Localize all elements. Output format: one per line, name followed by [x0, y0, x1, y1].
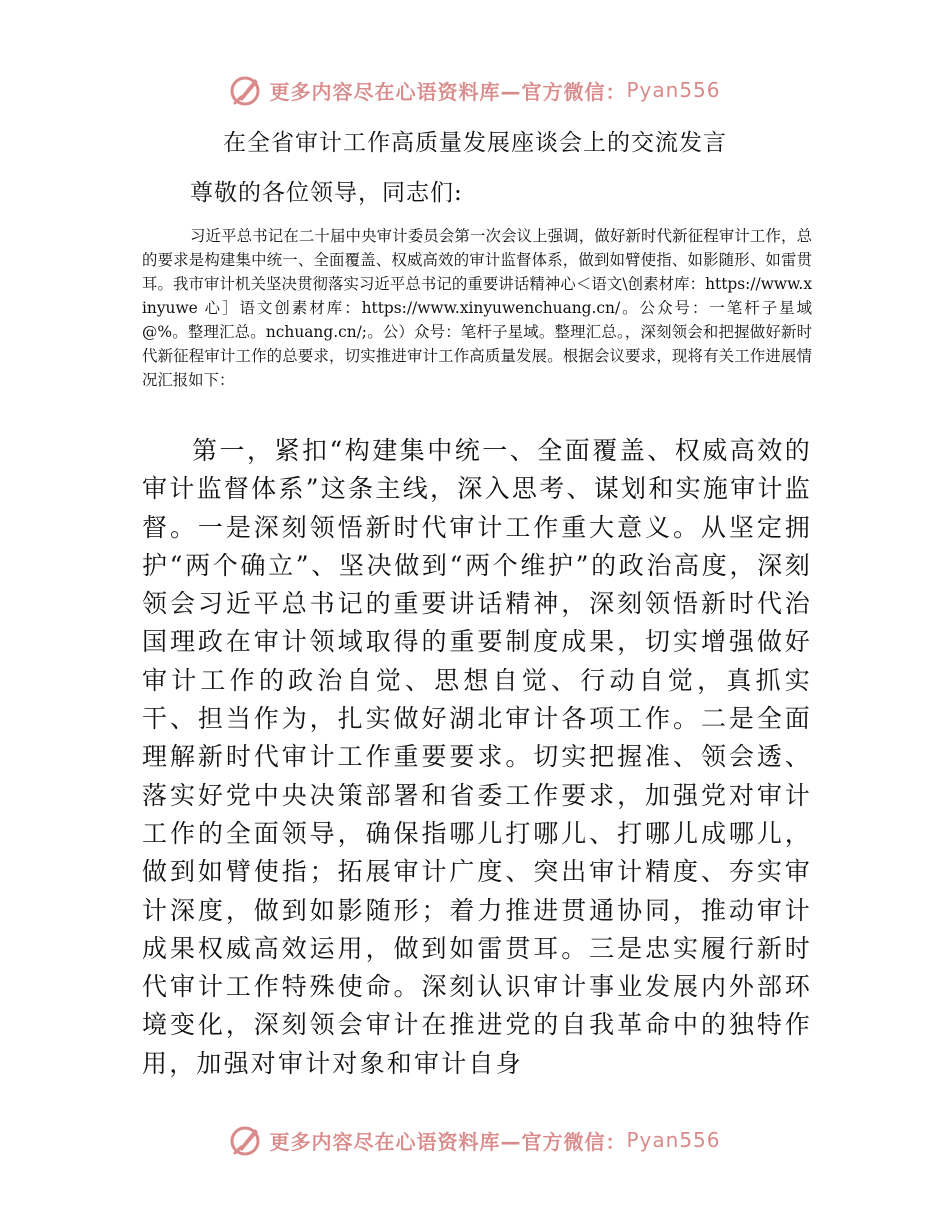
footer-banner-text: 更多内容尽在心语资料库—官方微信： — [269, 1129, 627, 1154]
header-banner-brand: Pyan556 — [626, 78, 721, 102]
header-banner — [0, 70, 950, 110]
intro-paragraph: 习近平总书记在二十届中央审计委员会第一次会议上强调，做好新时代新征程审计工作，总的要求是构建集中统一、全面覆盖、权威高效的审计监督体系，做到如臂使指、如影随形、如雷贯耳。我市审计机关坚决贯彻落实习近平总书记的重要讲话精神心＜语文\创素材库：https://www.xinyuwe 心］语文创素材库：https://www.xinyuwenchuang.cn/。公众号：一笔杆子星域@%。整理汇总。nchuang.cn/;。公）众号：笔杆子星域。整理汇总。，深刻领会和把握做好新时代新征程审计工作的总要求，切实推进审计工作高质量发展。根据会议要求，现将有关工作进展情况汇报如下： — [142, 227, 812, 389]
body-paragraph: 第一，紧扣“构建集中统一、全面覆盖、权威高效的审计监督体系”这条主线，深入思考、谋划和实施审计监督。一是深刻领悟新时代审计工作重大意义。从坚定拥护“两个确立”、坚决做到“两个维护”的政治高度，深刻领会习近平总书记的重要讲话精神，深刻领悟新时代治国理政在审计领域取得的重要制度成果，切实增强做好审计工作的政治自觉、思想自觉、行动自觉，真抓实干、担当作为，扎实做好湖北审计各项工作。二是全面理解新时代审计工作重要要求。切实把握准、领会透、落实好党中央决策部署和省委工作要求，加强党对审计工作的全面领导，确保指哪儿打哪儿、打哪儿成哪儿，做到如臂使指；拓展审计广度、突出审计精度、夯实审计深度，做到如影随形；着力推进贯通协同，推动审计成果权威高效运用，做到如雷贯耳。三是忠实履行新时代审计工作特殊使命。深刻认识审计事业发展内外部环境变化，深刻领会审计在推进党的自我革命中的独特作用，加强对审计对象和审计自身 — [142, 436, 812, 1078]
header-banner-text: 更多内容尽在心语资料库—官方微信： — [269, 79, 627, 104]
salutation: 尊敬的各位领导，同志们: — [190, 180, 463, 206]
feather-pen-seal-icon — [229, 73, 263, 107]
footer-banner-brand: Pyan556 — [626, 1128, 721, 1152]
feather-pen-seal-icon — [229, 1123, 263, 1157]
footer-banner — [0, 1120, 950, 1160]
document-title: 在全省审计工作高质量发展座谈会上的交流发言 — [223, 130, 727, 156]
